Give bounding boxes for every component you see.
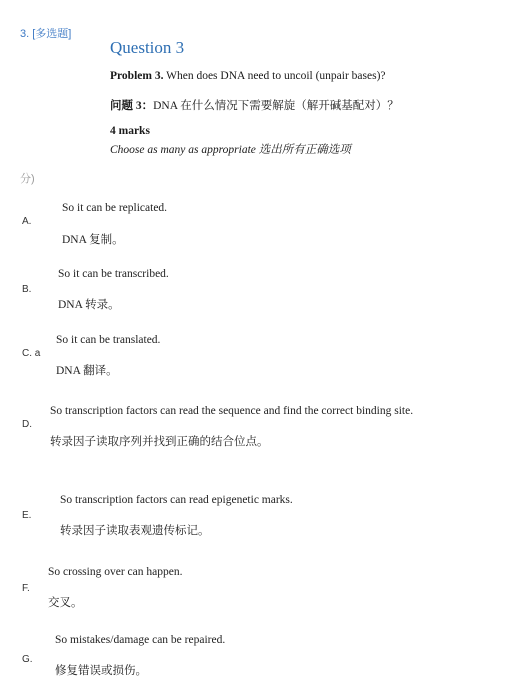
option-c-text[interactable]: So it can be translated. [56,334,161,346]
score-suffix: 分) [20,173,35,185]
option-d-letter[interactable]: D. [22,419,32,430]
option-e-text[interactable]: So transcription factors can read epigenetic marks. [60,494,293,506]
question-number: 3. [多选题] [20,28,72,40]
option-b-text[interactable]: So it can be transcribed. [58,268,169,280]
option-d-text-zh[interactable]: 转录因子读取序列并找到正确的结合位点。 [50,436,269,448]
option-a-text[interactable]: So it can be replicated. [62,202,168,214]
option-g-text[interactable]: So mistakes/damage can be repaired. [55,634,226,646]
option-a-letter[interactable]: A. [22,216,32,227]
option-b-text-zh[interactable]: DNA 转录。 [58,299,120,311]
option-e-letter[interactable]: E. [22,510,32,521]
marks-label: 4 marks [110,125,150,137]
option-f-text[interactable]: So crossing over can happen. [48,566,183,578]
problem-zh-text: DNA 在什么情况下需要解旋（解开碱基配对）？ [153,100,399,112]
option-g-letter[interactable]: G. [22,654,33,665]
question-title: Question 3 [110,38,185,57]
option-c-text-zh[interactable]: DNA 翻译。 [56,365,118,377]
option-d-text[interactable]: So transcription factors can read the sequence and find the correct binding site. [50,405,414,417]
option-b-letter[interactable]: B. [22,284,32,295]
option-f-text-zh[interactable]: 交叉。 [48,597,83,609]
problem-label: Problem 3. [110,70,164,82]
problem-zh-label: 问题 3： [110,100,154,112]
problem-text: When does DNA need to uncoil (unpair bases)? [163,70,386,82]
option-f-letter[interactable]: F. [22,583,30,594]
instruction-text: Choose as many as appropriate 选出所有正确选项 [110,144,351,156]
problem-statement-zh [110,97,399,113]
option-c-letter[interactable]: C. a [22,348,41,359]
problem-statement [110,70,386,82]
option-g-text-zh[interactable]: 修复错误或损伤。 [55,665,147,677]
option-a-text-zh[interactable]: DNA 复制。 [62,234,124,246]
option-e-text-zh[interactable]: 转录因子读取表观遗传标记。 [60,525,210,537]
